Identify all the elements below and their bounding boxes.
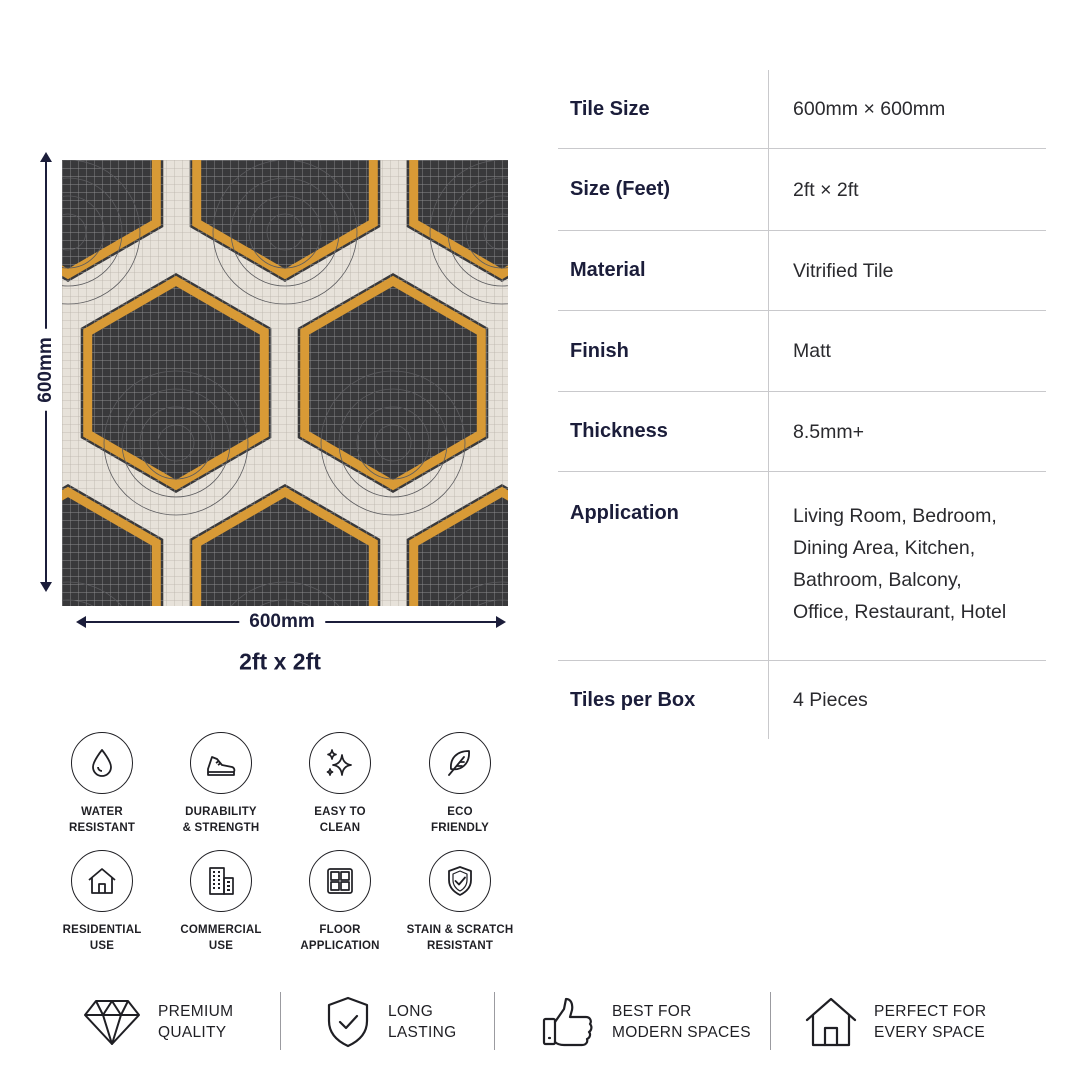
- house-icon: [804, 995, 858, 1049]
- specification-table: [558, 70, 1046, 739]
- height-dimension-label: 600mm: [35, 329, 57, 411]
- feature-label-line: EASY TO: [314, 806, 366, 818]
- building-icon: [190, 850, 252, 912]
- spec-label: Size (Feet): [570, 178, 671, 200]
- application-line: Living Room, Bedroom,: [793, 505, 997, 527]
- shoe-icon: [190, 732, 252, 794]
- water-drop-icon: [71, 732, 133, 794]
- spec-label: Tile Size: [570, 97, 650, 120]
- spec-row-size-feet: [558, 149, 1046, 231]
- feature-easy-to-clean: [280, 732, 400, 836]
- spec-label: Application: [570, 502, 679, 524]
- application-line: Office, Restaurant, Hotel: [793, 601, 1007, 623]
- spec-value: Matt: [768, 311, 1046, 391]
- feature-label-line: ECO: [447, 806, 473, 818]
- strip-label-line: MODERN SPACES: [612, 1024, 751, 1041]
- spec-row-finish: [558, 311, 1046, 392]
- feature-label-line: & STRENGTH: [182, 822, 260, 834]
- diamond-icon: [82, 996, 142, 1048]
- tile-image: [62, 160, 508, 606]
- application-line: Dining Area, Kitchen,: [793, 537, 976, 559]
- strip-divider: [770, 992, 771, 1050]
- spec-row-tiles-per-box: [558, 661, 1046, 739]
- strip-label-line: EVERY SPACE: [874, 1024, 985, 1041]
- feature-eco-friendly: [400, 732, 520, 836]
- spec-row-tile-size: [558, 70, 1046, 149]
- spec-value: 2ft × 2ft: [768, 149, 1046, 230]
- spec-label: Tiles per Box: [570, 688, 696, 711]
- sparkle-icon: [309, 732, 371, 794]
- strip-divider: [494, 992, 495, 1050]
- strip-label-line: BEST FOR: [612, 1003, 692, 1020]
- strip-divider: [280, 992, 281, 1050]
- feature-water-resistant: [42, 732, 162, 836]
- shield-check-icon: [324, 995, 372, 1049]
- feature-commercial-use: [161, 850, 281, 954]
- floor-grid-icon: [309, 850, 371, 912]
- strip-premium-quality: [82, 990, 233, 1054]
- feature-label-line: APPLICATION: [300, 940, 380, 952]
- strip-label-line: PERFECT FOR: [874, 1003, 987, 1020]
- strip-best-for-modern-spaces: [540, 990, 751, 1054]
- strip-perfect-for-every-space: [804, 990, 986, 1054]
- feature-stain-scratch-resistant: [400, 850, 520, 954]
- feature-label-line: STAIN & SCRATCH: [406, 924, 514, 936]
- feature-label-line: COMMERCIAL: [180, 924, 262, 936]
- spec-value: Vitrified Tile: [768, 231, 1046, 310]
- strip-label-line: PREMIUM: [158, 1003, 234, 1020]
- shield-check-icon: [429, 850, 491, 912]
- feature-label-line: RESISTANT: [426, 940, 494, 952]
- strip-long-lasting: [324, 990, 456, 1054]
- strip-label-line: QUALITY: [158, 1024, 227, 1041]
- spec-value: [768, 472, 1046, 660]
- feature-residential-use: [42, 850, 162, 954]
- thumbs-up-icon: [540, 995, 596, 1049]
- feature-label-line: DURABILITY: [185, 806, 257, 818]
- feature-label-line: FRIENDLY: [430, 822, 490, 834]
- feature-label-line: FLOOR: [319, 924, 361, 936]
- application-line: Bathroom, Balcony,: [793, 569, 962, 591]
- spec-row-application: [558, 472, 1046, 661]
- feature-label-line: WATER: [81, 806, 123, 818]
- spec-row-thickness: [558, 392, 1046, 472]
- spec-value: 4 Pieces: [768, 661, 1046, 739]
- feature-label-line: USE: [208, 940, 234, 952]
- spec-value: 600mm × 600mm: [768, 70, 1046, 148]
- size-caption: 2ft x 2ft: [239, 648, 321, 675]
- leaf-icon: [429, 732, 491, 794]
- spec-label: Finish: [570, 339, 629, 362]
- spec-row-material: [558, 231, 1046, 311]
- spec-label: Material: [570, 259, 646, 281]
- feature-label-line: USE: [89, 940, 115, 952]
- spec-label: Thickness: [570, 420, 668, 442]
- width-dimension-label: 600mm: [239, 611, 325, 633]
- strip-label-line: LONG: [388, 1003, 434, 1020]
- feature-label-line: RESIDENTIAL: [62, 924, 142, 936]
- hexagon-mosaic-pattern: [62, 160, 508, 606]
- feature-label-line: RESISTANT: [68, 822, 136, 834]
- feature-durability-strength: [161, 732, 281, 836]
- house-icon: [71, 850, 133, 912]
- feature-label-line: CLEAN: [319, 822, 361, 834]
- spec-value: 8.5mm+: [768, 392, 1046, 471]
- feature-floor-application: [280, 850, 400, 954]
- strip-label-line: LASTING: [388, 1024, 457, 1041]
